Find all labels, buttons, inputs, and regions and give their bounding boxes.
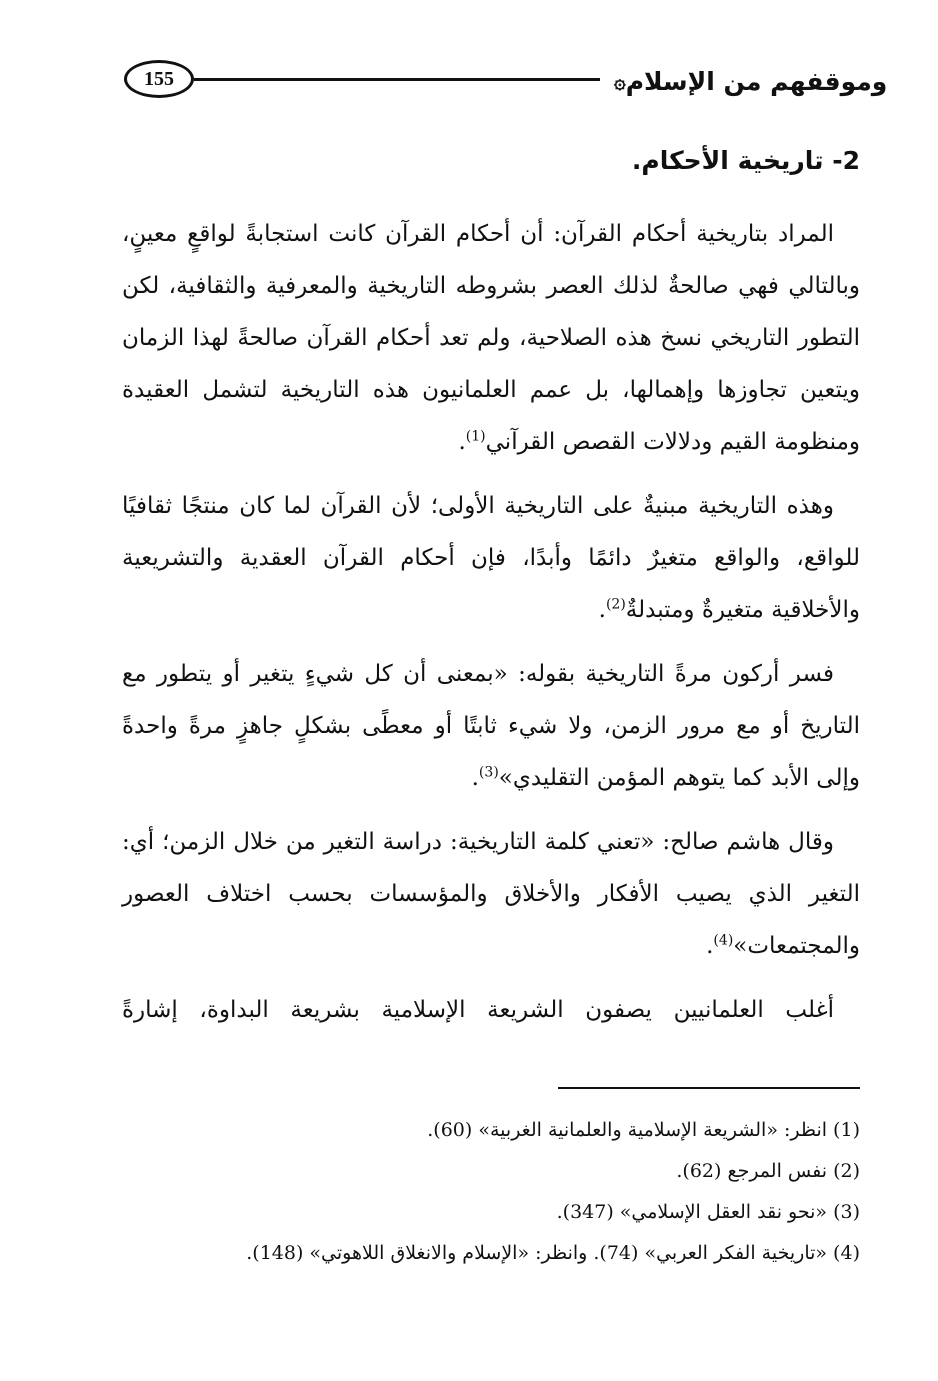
paragraph xyxy=(122,480,860,636)
paragraph-text: أغلب العلمانيين يصفون الشريعة الإسلامية بشريعة البداوة، إشارةً xyxy=(122,997,834,1023)
footnotes xyxy=(122,1110,860,1274)
paragraph xyxy=(122,816,860,972)
page-number: 155 xyxy=(124,60,194,98)
paragraph xyxy=(122,648,860,804)
footnote: (2) نفس المرجع (62). xyxy=(676,1160,860,1182)
header-rule xyxy=(194,78,600,81)
footnote-marker: (1) xyxy=(465,428,486,445)
footnote-marker: (4) xyxy=(713,932,734,949)
body-text xyxy=(122,208,860,1048)
paragraph-end: . xyxy=(706,933,714,959)
footnote-marker: (3) xyxy=(478,764,499,781)
paragraph-end: . xyxy=(458,429,466,455)
paragraph-text: فسر أركون مرةً التاريخية بقوله: «بمعنى أن كل شيءٍ يتغير أو يتطور مع التاريخ أو مع مرور الزمن، ولا شيء ثابتًا أو معطًى بشكلٍ جاهزٍ مرةً واحدةً وإلى الأبد كما يتوهم المؤمن التقليدي» xyxy=(122,661,860,791)
footnote-marker: (2) xyxy=(605,596,626,613)
running-title-text: وموقفهم من الإسلام xyxy=(625,66,888,96)
paragraph-text: المراد بتاريخية أحكام القرآن: أن أحكام القرآن كانت استجابةً لواقعٍ معينٍ، وبالتالي فهي صالحةٌ لذلك العصر بشروطه التاريخية والمعرفية والثقافية، لكن التطور التاريخي نسخ هذه الصلاحية، ولم تعد أحكام القرآن صالحةً لهذا الزمان ويتعين تجاوزها وإهمالها، بل عمم العلمانيون هذه التاريخية لتشمل العقيدة ومنظومة القيم ودلالات القصص القرآني xyxy=(122,221,860,455)
paragraph xyxy=(122,208,860,468)
footnote: (1) انظر: «الشريعة الإسلامية والعلمانية الغربية» (60). xyxy=(427,1119,860,1141)
paragraph xyxy=(122,984,860,1036)
paragraph-text: وقال هاشم صالح: «تعني كلمة التاريخية: دراسة التغير من خلال الزمن؛ أي: التغير الذي يصيب الأفكار والأخلاق والمؤسسات بحسب اختلاف العصور والمجتمعات» xyxy=(122,829,860,959)
section-heading: 2- تاريخية الأحكام. xyxy=(631,146,860,175)
page-header xyxy=(124,56,888,108)
paragraph-end: . xyxy=(471,765,479,791)
paragraph-text: وهذه التاريخية مبنيةٌ على التاريخية الأولى؛ لأن القرآن لما كان منتجًا ثقافيًا للواقع، والواقع متغيرٌ دائمًا وأبدًا، فإن أحكام القرآن العقدية والتشريعية والأخلاقية متغيرةٌ ومتبدلةٌ xyxy=(122,493,860,623)
paragraph-end: . xyxy=(598,597,606,623)
ornament-icon: ۞ xyxy=(614,69,626,93)
running-title xyxy=(608,56,888,106)
footnote: (3) «نحو نقد العقل الإسلامي» (347). xyxy=(556,1201,860,1223)
footnote: (4) «تاريخية الفكر العربي» (74). وانظر: «الإسلام والانغلاق اللاهوتي» (148). xyxy=(246,1242,860,1264)
footnote-separator xyxy=(558,1087,860,1089)
